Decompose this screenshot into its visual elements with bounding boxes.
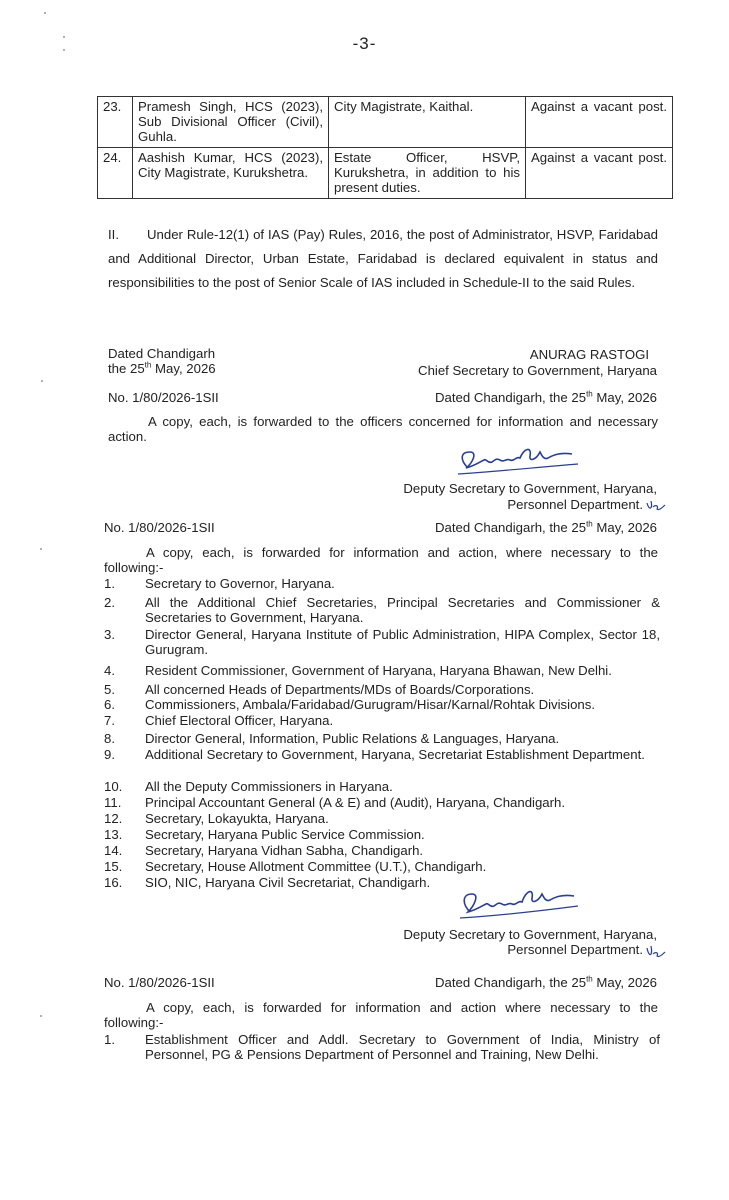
endorsement-intro-cont: following:-: [104, 560, 164, 575]
scan-speck: [44, 12, 46, 14]
scan-speck: [40, 548, 42, 550]
endorsement-number: No. 1/80/2026-1SII: [108, 390, 219, 405]
officer-cell: Pramesh Singh, HCS (2023), Sub Divisional Officer (Civil), Guhla.: [133, 97, 329, 148]
paragraph-text: Under Rule-12(1) of IAS (Pay) Rules, 2016, the post of Administrator, HSVP, Faridabad and Additional Director, Urban Estate, Faridabad is declared equivalent in status and responsibilities to the post of Senior Scale of IAS included in Schedule-II to the said Rules.: [108, 227, 658, 290]
list-item: 14. Secretary, Haryana Vidhan Sabha, Chandigarh.: [104, 843, 424, 858]
list-item: 11. Principal Accountant General (A & E) and (Audit), Haryana, Chandigarh.: [104, 795, 566, 810]
dated-date: the 25th May, 2026: [108, 360, 216, 376]
remarks-cell: [526, 97, 673, 148]
signatory-designation: Deputy Secretary to Government, Haryana,: [403, 927, 657, 942]
endorsement-intro-cont: following:-: [104, 1015, 164, 1030]
list-item: 9. Additional Secretary to Government, Haryana, Secretariat Establishment Department.: [104, 747, 645, 762]
table-row: [98, 97, 673, 148]
signatory-title: Chief Secretary to Government, Haryana: [418, 363, 657, 378]
list-item: 12. Secretary, Lokayukta, Haryana.: [104, 811, 329, 826]
list-item: 5. All concerned Heads of Departments/MDs of Boards/Corporations.: [104, 682, 535, 697]
paragraph-ii: [108, 223, 658, 295]
initials-mark: [645, 499, 667, 516]
posting-table: [97, 96, 673, 199]
list-item: 16. SIO, NIC, Haryana Civil Secretariat, Chandigarh.: [104, 875, 431, 890]
officer-cell: Aashish Kumar, HCS (2023), City Magistrate, Kurukshetra.: [133, 148, 329, 199]
endorsement-number: No. 1/80/2026-1SII: [104, 520, 215, 535]
posting-cell: City Magistrate, Kaithal.: [329, 97, 526, 148]
initials-mark: [645, 944, 667, 963]
remarks-text: Against a vacant post.: [531, 150, 667, 165]
page-number: -3-: [352, 34, 377, 53]
remarks-text: Against a vacant post.: [531, 99, 667, 114]
list-item: 7. Chief Electoral Officer, Haryana.: [104, 713, 334, 728]
endorsement-intro: A copy, each, is forwarded to the officers concerned for information and necessary action.: [108, 414, 658, 444]
list-item: 15. Secretary, House Allotment Committee (U.T.), Chandigarh.: [104, 859, 487, 874]
paragraph-label: II.: [108, 227, 119, 242]
signature-image: [440, 438, 580, 478]
endorsement-date: Dated Chandigarh, the 25th May, 2026: [435, 389, 657, 405]
list-item: 10. All the Deputy Commissioners in Haryana.: [104, 779, 393, 794]
remarks-cell: [526, 148, 673, 199]
signatory-designation: Deputy Secretary to Government, Haryana,: [403, 481, 657, 496]
serial-number: 24.: [98, 148, 133, 199]
list-item: 3. Director General, Haryana Institute of Public Administration, HIPA Complex, Sector 18, Gurugram.: [104, 627, 660, 657]
serial-number: 23.: [98, 97, 133, 148]
signatory-department: Personnel Department.: [507, 942, 643, 957]
endorsement-intro: A copy, each, is forwarded for information and action, where necessary to the: [146, 545, 658, 560]
endorsement-number: No. 1/80/2026-1SII: [104, 975, 215, 990]
list-item: 8. Director General, Information, Public Relations & Languages, Haryana.: [104, 731, 560, 746]
list-item: 4. Resident Commissioner, Government of Haryana, Haryana Bhawan, New Delhi.: [104, 663, 612, 678]
posting-cell: Estate Officer, HSVP, Kurukshetra, in addition to his present duties.: [329, 148, 526, 199]
list-item: 1. Secretary to Governor, Haryana.: [104, 576, 335, 591]
endorsement-date: Dated Chandigarh, the 25th May, 2026: [435, 519, 657, 535]
list-item: 1. Establishment Officer and Addl. Secretary to Government of India, Ministry of Personnel, PG & Pensions Department of Personnel and Training, New Delhi.: [104, 1032, 660, 1062]
scan-speck: [40, 1015, 42, 1017]
signatory-name: ANURAG RASTOGI: [529, 347, 649, 362]
table-row: [98, 148, 673, 199]
list-item: 2. All the Additional Chief Secretaries, Principal Secretaries and Commissioner & Secretaries to Government, Haryana.: [104, 595, 660, 625]
signature-image: [440, 878, 580, 922]
scan-speck: [41, 380, 43, 382]
list-item: 6. Commissioners, Ambala/Faridabad/Gurugram/Hisar/Karnal/Rohtak Divisions.: [104, 697, 596, 712]
list-item: 13. Secretary, Haryana Public Service Commission.: [104, 827, 425, 842]
endorsement-intro: A copy, each, is forwarded for information and action where necessary to the: [146, 1000, 658, 1015]
dated-place: Dated Chandigarh: [108, 346, 216, 361]
signatory-department: Personnel Department.: [507, 497, 643, 512]
endorsement-date: Dated Chandigarh, the 25th May, 2026: [435, 974, 657, 990]
